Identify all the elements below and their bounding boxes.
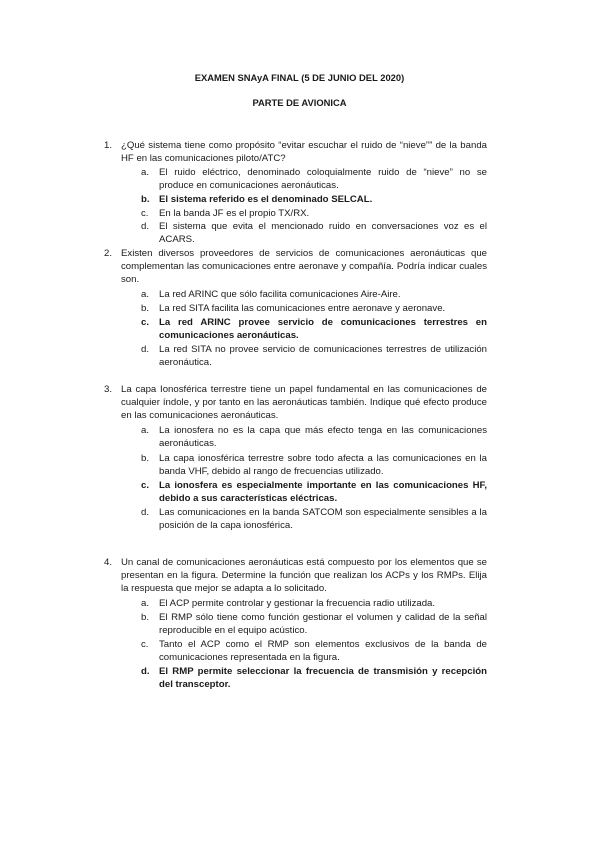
question-number: 4.	[104, 557, 113, 568]
question-text: ¿Qué sistema tiene como propósito “evitar escuchar el ruido de “nieve”” de la banda HF en las comunicaciones piloto/ATC?	[121, 140, 487, 165]
option-text: La red ARINC que sólo facilita comunicaciones Aire-Aire.	[159, 289, 401, 300]
option-letter: a.	[141, 598, 150, 609]
option-text-correct: El RMP permite seleccionar la frecuencia de transmisión y recepción del transceptor.	[159, 666, 487, 691]
option-letter: a.	[141, 167, 150, 178]
exam-title: EXAMEN SNAyA FINAL (5 DE JUNIO DEL 2020)	[194, 72, 405, 83]
option-letter: c.	[141, 208, 149, 219]
question-text: Un canal de comunicaciones aeronáuticas está compuesto por los elementos que se presentan en la figura. Determine la función que realizan los ACPs y los RMPs. Elija la respuesta que mejor se adapta a lo solicitado.	[121, 557, 487, 595]
option-text: La ionosfera no es la capa que más efecto tenga en las comunicaciones aeronáuticas.	[159, 425, 487, 450]
option-letter: d.	[141, 666, 150, 677]
option-text: El ruido eléctrico, denominado coloquialmente ruido de “nieve” no se produce en comunicaciones aeronáuticas.	[159, 167, 487, 192]
option-letter: d.	[141, 344, 150, 355]
question-text: Existen diversos proveedores de servicios de comunicaciones aeronáuticas que complementan las comunicaciones entre aeronave y compañía. Podría indicar cuales son.	[121, 248, 487, 286]
option-letter: b.	[141, 303, 150, 314]
option-text-correct: La ionosfera es especialmente importante en las comunicaciones HF, debido a sus características eléctricas.	[159, 480, 487, 505]
option-text-correct: La red ARINC provee servicio de comunicaciones terrestres en comunicaciones aeronáuticas.	[159, 317, 487, 342]
option-letter: c.	[141, 639, 149, 650]
section-title: PARTE DE AVIONICA	[252, 97, 347, 108]
option-text: El RMP sólo tiene como función gestionar el volumen y calidad de la señal reproducible en el equipo acústico.	[159, 612, 487, 637]
option-letter: c.	[141, 480, 150, 491]
question-number: 3.	[104, 384, 113, 395]
option-text: La red SITA no provee servicio de comunicaciones terrestres de utilización aeronáutica.	[159, 344, 487, 369]
option-text: El ACP permite controlar y gestionar la frecuencia radio utilizada.	[159, 598, 436, 609]
option-text: La red SITA facilita las comunicaciones entre aeronave y aeronave.	[159, 303, 446, 314]
option-letter: a.	[141, 289, 150, 300]
question-number: 2.	[104, 248, 113, 259]
option-text: Las comunicaciones en la banda SATCOM son especialmente sensibles a la posición de la capa ionosférica.	[159, 507, 487, 532]
option-text: El sistema que evita el mencionado ruido en conversaciones voz es el ACARS.	[159, 221, 487, 246]
option-text-correct: El sistema referido es el denominado SELCAL.	[159, 194, 373, 205]
option-letter: a.	[141, 425, 150, 436]
option-letter: b.	[141, 194, 150, 205]
question-text: La capa Ionosférica terrestre tiene un papel fundamental en las comunicaciones de cualquier índole, y por tanto en las aeronáuticas también. Indique qué efecto produce en las comunicaciones aeronáuticas.	[121, 384, 487, 422]
option-text: En la banda JF es el propio TX/RX.	[159, 208, 310, 219]
option-letter: b.	[141, 612, 150, 623]
option-text: Tanto el ACP como el RMP son elementos exclusivos de la banda de comunicaciones representada en la figura.	[159, 639, 487, 664]
option-letter: b.	[141, 453, 150, 464]
option-letter: c.	[141, 317, 150, 328]
option-letter: d.	[141, 221, 150, 232]
question-number: 1.	[104, 140, 113, 151]
option-text: La capa ionosférica terrestre sobre todo afecta a las comunicaciones en la banda VHF, debido al rango de frecuencias utilizado.	[159, 453, 487, 478]
option-letter: d.	[141, 507, 150, 518]
